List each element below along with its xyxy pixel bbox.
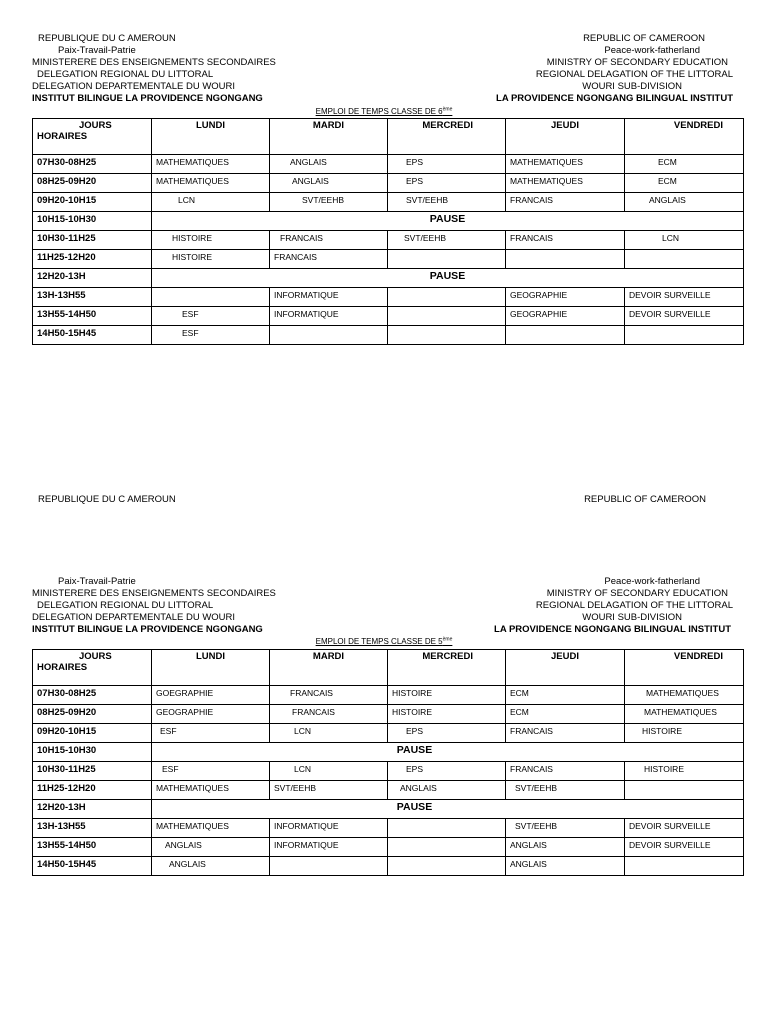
sub-division-en: WOURI SUB-DIVISION [582, 612, 682, 623]
ministry-fr: MINISTERERE DES ENSEIGNEMENTS SECONDAIRES [32, 57, 276, 68]
subject-cell: GEOGRAPHIE [506, 307, 625, 326]
col-header-mardi: MARDI [270, 650, 388, 686]
school-name-en: LA PROVIDENCE NGONGANG BILINGUAL INSTITUT [496, 93, 733, 104]
subject-cell: ANGLAIS [506, 857, 625, 876]
table-row [33, 307, 744, 326]
subject-cell: INFORMATIQUE [270, 838, 388, 857]
col-header-mercredi: MERCREDI [388, 119, 506, 155]
subject-cell: FRANCAIS [270, 231, 388, 250]
subject-cell [625, 781, 744, 800]
subject-cell: FRANCAIS [506, 193, 625, 212]
subject-cell: MATHEMATIQUES [506, 174, 625, 193]
regional-delegation-en: REGIONAL DELAGATION OF THE LITTORAL [535, 69, 733, 80]
table-row-pause [33, 800, 744, 819]
time-slot: 09H20-10H15 [33, 724, 152, 743]
col-header-hours [33, 119, 152, 155]
pause-label: PAUSE [152, 800, 744, 819]
subject-cell [270, 857, 388, 876]
subject-cell: SVT/EEHB [388, 231, 506, 250]
school-name-fr: INSTITUT BILINGUE LA PROVIDENCE NGONGANG [32, 624, 263, 635]
time-slot: 13H-13H55 [33, 819, 152, 838]
subject-cell [388, 857, 506, 876]
table-row [33, 288, 744, 307]
table-row [33, 174, 744, 193]
subject-cell: LCN [625, 231, 744, 250]
table-row [33, 819, 744, 838]
subject-cell: FRANCAIS [506, 724, 625, 743]
table-row [33, 155, 744, 174]
time-slot: 12H20-13H [33, 800, 152, 819]
col-header-vendredi: VENDREDI [625, 119, 744, 155]
ministry-en: MINISTRY OF SECONDARY EDUCATION [546, 57, 728, 68]
school-name-en: LA PROVIDENCE NGONGANG BILINGUAL INSTITUT [494, 624, 731, 635]
subject-cell [152, 288, 270, 307]
subject-cell: ANGLAIS [152, 838, 270, 857]
subject-cell [388, 326, 506, 345]
subject-cell: INFORMATIQUE [270, 307, 388, 326]
time-slot: 08H25-09H20 [33, 705, 152, 724]
subject-cell: MATHEMATIQUES [625, 686, 744, 705]
ministry-en: MINISTRY OF SECONDARY EDUCATION [546, 588, 728, 599]
subject-cell: HISTOIRE [388, 705, 506, 724]
subject-cell: ANGLAIS [625, 193, 744, 212]
subject-cell: ANGLAIS [388, 781, 506, 800]
subject-cell: SVT/EEHB [506, 781, 625, 800]
subject-cell: LCN [152, 193, 270, 212]
subject-cell [388, 288, 506, 307]
subject-cell: ESF [152, 307, 270, 326]
regional-delegation-en: REGIONAL DELAGATION OF THE LITTORAL [535, 600, 733, 611]
table-row [33, 705, 744, 724]
subject-cell: MATHEMATIQUES [152, 781, 270, 800]
subject-cell: ANGLAIS [270, 174, 388, 193]
subject-cell: FRANCAIS [506, 231, 625, 250]
departmental-delegation-fr: DELEGATION DEPARTEMENTALE DU WOURI [32, 612, 236, 623]
subject-cell: GOEGRAPHIE [152, 686, 270, 705]
subject-cell: HISTOIRE [152, 250, 270, 269]
subject-cell [625, 326, 744, 345]
col-header-days: JOURS [79, 651, 112, 662]
col-header-jeudi: JEUDI [506, 650, 625, 686]
pause-label: PAUSE [152, 212, 744, 231]
timetable-5 [32, 649, 744, 876]
col-header-times: HORAIRES [37, 662, 88, 673]
motto-en: Peace-work-fatherland [604, 576, 700, 587]
col-header-days: JOURS [79, 120, 112, 131]
header-row [33, 650, 744, 686]
col-header-jeudi: JEUDI [506, 119, 625, 155]
subject-cell: DEVOIR SURVEILLE [625, 819, 744, 838]
subject-cell: LCN [270, 762, 388, 781]
country-fr: REPUBLIQUE DU C AMEROUN [38, 494, 176, 505]
subject-cell [388, 819, 506, 838]
table-row [33, 857, 744, 876]
subject-cell: SVT/EEHB [388, 193, 506, 212]
subject-cell: EPS [388, 724, 506, 743]
timetable-title-5: EMPLOI DE TEMPS CLASSE DE 5ème [315, 636, 453, 646]
subject-cell: INFORMATIQUE [270, 819, 388, 838]
subject-cell: DEVOIR SURVEILLE [625, 307, 744, 326]
subject-cell: GEOGRAPHIE [506, 288, 625, 307]
subject-cell: FRANCAIS [270, 250, 388, 269]
school-name-fr: INSTITUT BILINGUE LA PROVIDENCE NGONGANG [32, 93, 263, 104]
subject-cell [388, 250, 506, 269]
table-row-pause [33, 212, 744, 231]
subject-cell: MATHEMATIQUES [152, 155, 270, 174]
table-row-pause [33, 743, 744, 762]
table-row [33, 838, 744, 857]
subject-cell: SVT/EEHB [506, 819, 625, 838]
subject-cell: MATHEMATIQUES [152, 174, 270, 193]
time-slot: 13H-13H55 [33, 288, 152, 307]
time-slot: 13H55-14H50 [33, 307, 152, 326]
time-slot: 11H25-12H20 [33, 781, 152, 800]
subject-cell [388, 307, 506, 326]
subject-cell: LCN [270, 724, 388, 743]
time-slot: 12H20-13H [33, 269, 152, 288]
time-slot: 14H50-15H45 [33, 326, 152, 345]
time-slot: 14H50-15H45 [33, 857, 152, 876]
subject-cell: ESF [152, 762, 270, 781]
table-row-pause [33, 269, 744, 288]
motto-fr: Paix-Travail-Patrie [58, 45, 136, 56]
subject-cell: ECM [506, 705, 625, 724]
subject-cell: ANGLAIS [270, 155, 388, 174]
subject-cell: ESF [152, 326, 270, 345]
col-header-hours [33, 650, 152, 686]
subject-cell: GEOGRAPHIE [152, 705, 270, 724]
subject-cell: ANGLAIS [506, 838, 625, 857]
time-slot: 10H15-10H30 [33, 212, 152, 231]
sub-division-en: WOURI SUB-DIVISION [582, 81, 682, 92]
subject-cell [625, 250, 744, 269]
time-slot: 08H25-09H20 [33, 174, 152, 193]
subject-cell: DEVOIR SURVEILLE [625, 288, 744, 307]
time-slot: 07H30-08H25 [33, 686, 152, 705]
col-header-mercredi: MERCREDI [388, 650, 506, 686]
table-row [33, 762, 744, 781]
pause-label: PAUSE [152, 269, 744, 288]
subject-cell: HISTOIRE [388, 686, 506, 705]
regional-delegation-fr: DELEGATION REGIONAL DU LITTORAL [37, 600, 214, 611]
table-row [33, 686, 744, 705]
subject-cell [388, 838, 506, 857]
subject-cell: FRANCAIS [270, 686, 388, 705]
subject-cell: MATHEMATIQUES [506, 155, 625, 174]
country-en: REPUBLIC OF CAMEROON [584, 494, 706, 505]
subject-cell: ANGLAIS [152, 857, 270, 876]
motto-en: Peace-work-fatherland [604, 45, 700, 56]
table-row [33, 193, 744, 212]
subject-cell: MATHEMATIQUES [625, 705, 744, 724]
subject-cell: EPS [388, 155, 506, 174]
country-fr: REPUBLIQUE DU C AMEROUN [38, 33, 176, 44]
subject-cell: DEVOIR SURVEILLE [625, 838, 744, 857]
col-header-lundi: LUNDI [152, 119, 270, 155]
col-header-mardi: MARDI [270, 119, 388, 155]
table-row [33, 231, 744, 250]
table-row [33, 724, 744, 743]
time-slot: 09H20-10H15 [33, 193, 152, 212]
subject-cell [270, 326, 388, 345]
country-en: REPUBLIC OF CAMEROON [583, 33, 705, 44]
time-slot: 13H55-14H50 [33, 838, 152, 857]
subject-cell: HISTOIRE [152, 231, 270, 250]
subject-cell: ECM [625, 155, 744, 174]
departmental-delegation-fr: DELEGATION DEPARTEMENTALE DU WOURI [32, 81, 236, 92]
time-slot: 10H15-10H30 [33, 743, 152, 762]
time-slot: 10H30-11H25 [33, 762, 152, 781]
subject-cell: INFORMATIQUE [270, 288, 388, 307]
subject-cell: ECM [625, 174, 744, 193]
subject-cell [506, 250, 625, 269]
subject-cell [506, 326, 625, 345]
timetable-6 [32, 118, 744, 345]
subject-cell: FRANCAIS [270, 705, 388, 724]
time-slot: 10H30-11H25 [33, 231, 152, 250]
regional-delegation-fr: DELEGATION REGIONAL DU LITTORAL [37, 69, 214, 80]
col-header-times: HORAIRES [37, 131, 88, 142]
col-header-vendredi: VENDREDI [625, 650, 744, 686]
time-slot: 07H30-08H25 [33, 155, 152, 174]
subject-cell: HISTOIRE [625, 724, 744, 743]
ministry-fr: MINISTERERE DES ENSEIGNEMENTS SECONDAIRES [32, 588, 276, 599]
motto-fr: Paix-Travail-Patrie [58, 576, 136, 587]
col-header-lundi: LUNDI [152, 650, 270, 686]
header-row [33, 119, 744, 155]
table-row [33, 250, 744, 269]
table-row [33, 326, 744, 345]
subject-cell: HISTOIRE [625, 762, 744, 781]
subject-cell: SVT/EEHB [270, 193, 388, 212]
subject-cell: EPS [388, 762, 506, 781]
time-slot: 11H25-12H20 [33, 250, 152, 269]
subject-cell: EPS [388, 174, 506, 193]
subject-cell: FRANCAIS [506, 762, 625, 781]
subject-cell: MATHEMATIQUES [152, 819, 270, 838]
subject-cell: SVT/EEHB [270, 781, 388, 800]
pause-label: PAUSE [152, 743, 744, 762]
subject-cell [625, 857, 744, 876]
timetable-title-6: EMPLOI DE TEMPS CLASSE DE 6ème [315, 106, 453, 116]
subject-cell: ESF [152, 724, 270, 743]
subject-cell: ECM [506, 686, 625, 705]
table-row [33, 781, 744, 800]
